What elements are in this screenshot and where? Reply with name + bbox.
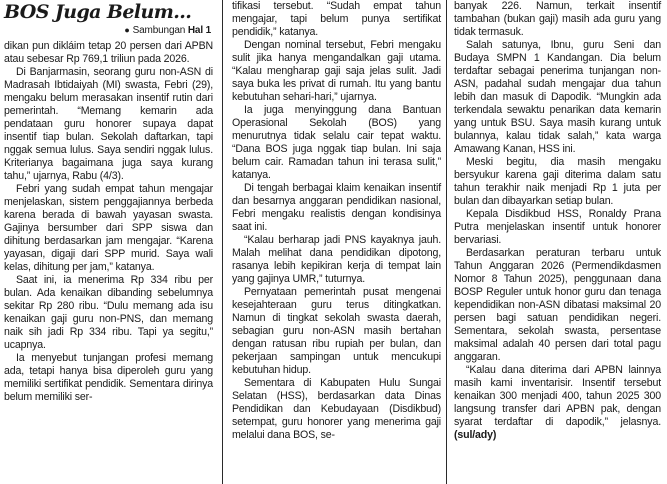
paragraph: dikan pun dikláim tetap 20 persen dari APBN atau sebesar Rp 769,1 triliun pada 2026. [4, 40, 213, 65]
paragraph: Dengan nominal tersebut, Febri mengaku sulit jika hanya mengandalkan gaji utama. “Kalau mengharap gaji saja jelas sulit. Jadi saya buka les privat di rumah. Itu yang bantu kebutuhan sehari-hari,” ujarnya. [232, 39, 441, 103]
bullet-icon: ● [124, 25, 130, 35]
paragraph: “Kalau berharap jadi PNS kayaknya jauh. Malah melihat dana pendidikan dipotong, rasanya lebih kepikiran kerja di tempat lain yang gajinya UMR,” tuturnya. [232, 234, 441, 285]
continuation-label: Sambungan [132, 25, 186, 36]
paragraph: Berdasarkan peraturan terbaru untuk Tahun Anggaran 2026 (Permendikdasmen Nomor 8 Tahun 2025), penggunaan dana BOSP Reguler untuk honor guru dan tenaga kependidikan non-ASN dibatasi maksimal 20 persen bagi satuan pendidikan negeri. Sementara, sekolah swasta, persentase maksimal adalah 40 persen dari total pagu anggaran. [454, 247, 661, 363]
paragraph: Di Banjarmasin, seorang guru non-ASN di Madrasah Ibtidaiyah (MI) swasta, Febri (29), mengaku belum merasakan insentif rutin dari pemerintah. “Memang kemarin ada pendataan guru honorer supaya dapat insentif tiap bulan. Sekolah daftarkan, tapi nggak semua lulus. Saya sendiri nggak lulus. Kriterianya bagaimana juga saya kurang tahu,” ujarnya, Rabu (4/3). [4, 66, 213, 182]
article-column-3 [454, 0, 661, 442]
paragraph: Febri yang sudah empat tahun mengajar menjelaskan, sistem penggajiannya berbeda karena berada di bawah yayasan swasta. Gajinya bersumber dari SPP siswa dan dihitung berdasarkan jam mengajar. “Karena yayasan, digaji dari SPP murid. Saya wali kelas, dihitung per jam,” katanya. [4, 183, 213, 273]
paragraph: tifikasi tersebut. “Sudah empat tahun mengajar, tapi belum punya sertifikat pendidik,” katanya. [232, 0, 441, 38]
column-divider [446, 0, 447, 484]
paragraph: Kepala Disdikbud HSS, Ronaldy Prana Putra menjelaskan insentif untuk honorer bervariasi. [454, 208, 661, 246]
byline-credit: (sul/ady) [454, 429, 497, 441]
paragraph: Ia menyebut tunjangan profesi memang ada, tetapi hanya bisa diperoleh guru yang memiliki sertifikat pendidik. Sementara dirinya belum memiliki ser- [4, 352, 213, 403]
paragraph: Saat ini, ia menerima Rp 334 ribu per bulan. Ada kenaikan dibanding sebelumnya sekitar Rp 280 ribu. “Dulu memang ada isu kenaikan gaji guru non-PNS, dan memang naik sih jadi Rp 334 ribu. Tapi ya segitu,” ucapnya. [4, 274, 213, 351]
closing-quote: “Kalau dana diterima dari APBN lainnya masih kami inventarisir. Insentif tersebut kenaikan 300 menjadi 400, tahun 2025 300 langsung transfer dari APBN pak, dengan syarat terdaftar di dapodik,” jelasnya. [454, 364, 661, 428]
article-column-1 [4, 0, 213, 404]
paragraph: Ia juga menyinggung dana Bantuan Operasional Sekolah (BOS) yang menurutnya tidak selalu cair tepat waktu. “Dana BOS juga nggak tiap bulan. Ini saja belum cair. Ramadan tahun ini terasa sulit,” katanya. [232, 104, 441, 181]
paragraph: Sementara di Kabupaten Hulu Sungai Selatan (HSS), berdasarkan data Dinas Pendidikan dan Kebudayaan (Disdikbud) setempat, guru honorer yang menerima gaji melalui dana BOS, se- [232, 377, 441, 441]
article-headline: BOS Juga Belum... [4, 1, 192, 23]
article-column-2 [232, 0, 441, 442]
paragraph [454, 364, 661, 442]
paragraph: Pernyataan pemerintah pusat mengenai kesejahteraan guru terus ditingkatkan. Namun di tingkat sekolah swasta daerah, sebagian guru non-ASN masih bertahan dengan ratusan ribu rupiah per bulan, dan pekerjaan sampingan untuk mencukupi kebutuhan hidup. [232, 286, 441, 376]
continuation-page: Hal 1 [187, 25, 211, 36]
paragraph: Salah satunya, Ibnu, guru Seni dan Budaya SMPN 1 Kandangan. Dia belum terdaftar sebagai penerima tunjangan non-ASN, padahal sudah mengajar dua tahun lebih dan masuk di Dapodik. “Mungkin ada terkendala sewaktu penarikan data kemarin yang untuk BSU. Saya masih kurang untuk bulannya, kalau tidak salah,” kata warga Amawang Kanan, HSS ini. [454, 39, 661, 155]
paragraph: Meski begitu, dia masih mengaku bersyukur karena gaji diterima dalam satu tahun terakhir naik menjadi Rp 1 juta per bulan dan dibayarkan setiap bulan. [454, 156, 661, 207]
paragraph: Di tengah berbagai klaim kenaikan insentif dan besarnya anggaran pendidikan nasional, Febri mengaku realistis dengan kondisinya saat ini. [232, 182, 441, 233]
column-divider [222, 0, 223, 484]
continuation-note [4, 23, 213, 38]
paragraph: banyak 226. Namun, terkait insentif tambahan (bukan gaji) masih ada guru yang tidak termasuk. [454, 0, 661, 38]
